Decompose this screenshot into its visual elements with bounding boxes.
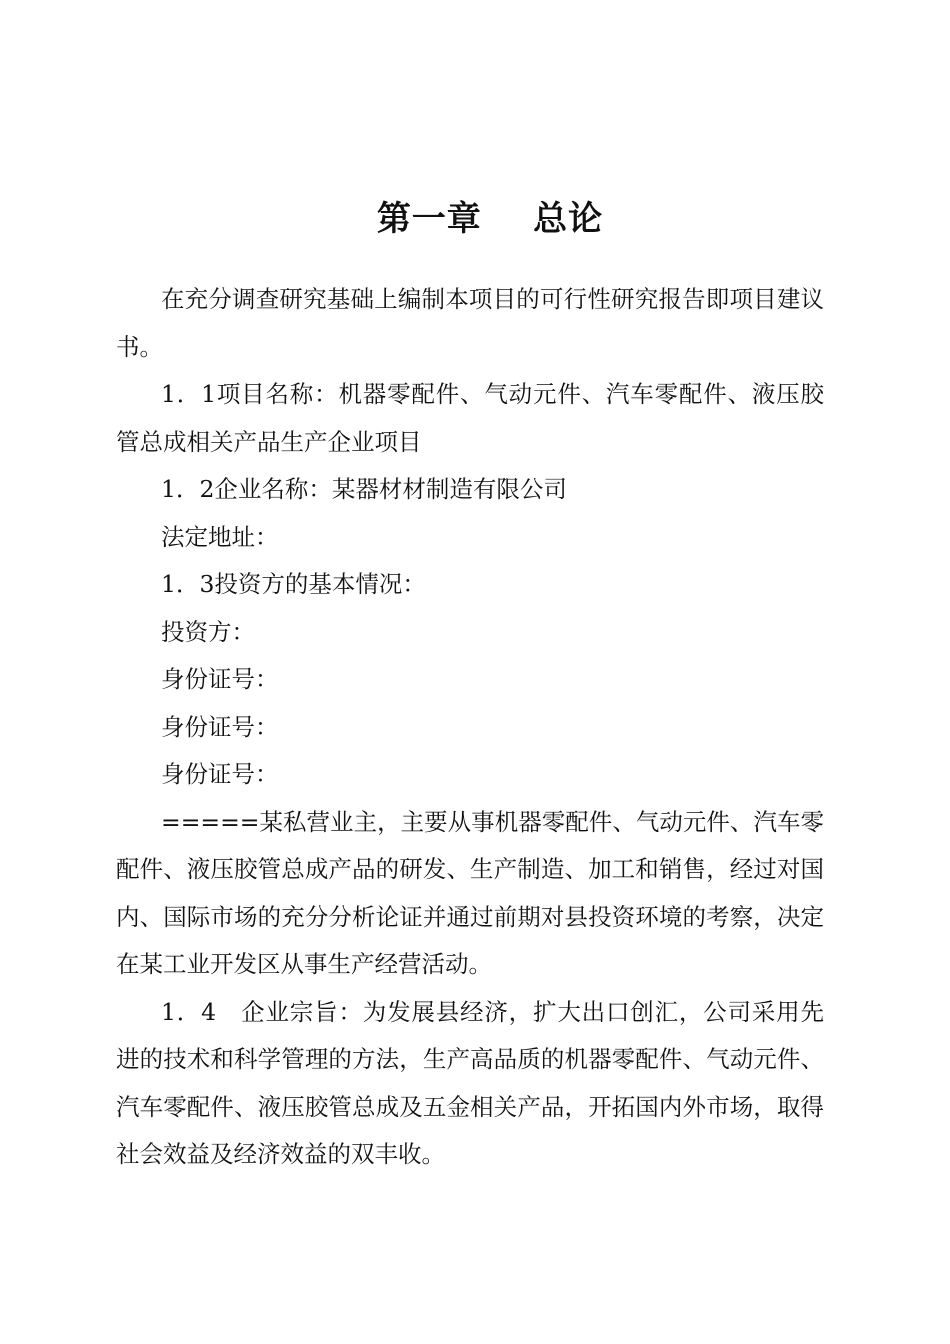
project-name-paragraph: 1．1项目名称：机器零配件、气动元件、汽车零配件、液压胶管总成相关产品生产企业项目 [116,380,824,456]
id-number-line-3: 身份证号： [161,760,279,788]
id-number-line-2: 身份证号： [161,712,279,741]
investor-description-paragraph: =====某私营业主，主要从事机器零配件、气动元件、汽车零配件、液压胶管总成产品的研发、生产制造、加工和销售，经过对国内、国际市场的充分分析论证并通过前期对县投资环境的考察，决定在某工业开发区从事生产经营活动。 [116,807,824,978]
id-number-line-1: 身份证号： [161,665,279,693]
chapter-title: 第一章 总论 [376,198,604,239]
document-body [116,276,824,1179]
investor-info-heading: 1．3投资方的基本情况： [161,570,426,598]
company-purpose-paragraph: 1．4 企业宗旨：为发展县经济，扩大出口创汇，公司采用先进的技术和科学管理的方法，生产高品质的机器零配件、气动元件、汽车零配件、液压胶管总成及五金相关产品，开拓国内外市场，取得社会效益及经济效益的双丰收。 [116,997,824,1168]
legal-address-paragraph: 法定地址： [161,522,279,551]
company-name-paragraph: 1．2企业名称：某器材材制造有限公司 [161,475,567,503]
intro-paragraph: 在充分调查研究基础上编制本项目的可行性研究报告即项目建议书。 [116,285,824,361]
investor-line: 投资方： [161,617,255,646]
